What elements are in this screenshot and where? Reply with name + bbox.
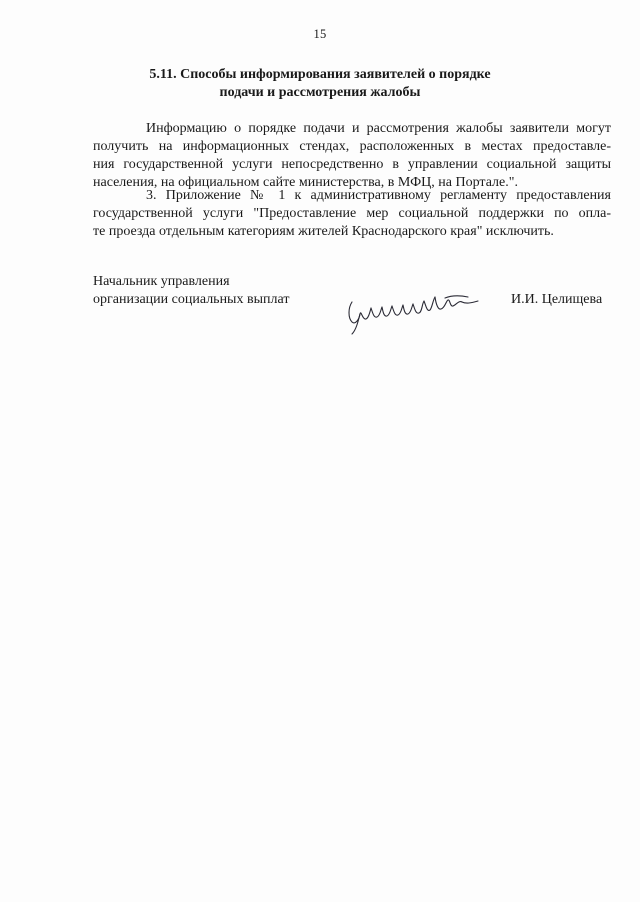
section-heading-line: 5.11. Способы информирования заявителей о порядке: [149, 67, 491, 82]
paragraph-line: 3. Приложение № 1 к административному регламенту предоставления: [146, 188, 611, 203]
paragraph-line: ния государственной услуги непосредственно в управлении социальной защиты: [93, 157, 611, 172]
signatory-position: [93, 273, 289, 309]
paragraph-line: те проезда отдельным категориям жителей Краснодарского края" исключить.: [93, 224, 554, 239]
signatory-position-line: организации социальных выплат: [93, 292, 290, 307]
paragraph-appendix-removal: [93, 187, 611, 241]
paragraph-line: населения, на официальном сайте министерства, в МФЦ, на Портале.".: [93, 175, 518, 190]
paragraph-line: Информацию о порядке подачи и рассмотрения жалобы заявители могут: [146, 121, 611, 136]
page-number: 15: [313, 27, 327, 41]
handwritten-signature: [340, 288, 490, 336]
paragraph-line: получить на информационных стендах, расположенных в местах предоставле-: [93, 139, 611, 154]
section-heading: [130, 66, 510, 102]
signer-name: И.И. Целищева: [511, 292, 603, 307]
paragraph-complaint-info: [93, 120, 611, 192]
section-heading-line: подачи и рассмотрения жалобы: [219, 85, 421, 100]
paragraph-line: государственной услуги "Предоставление мер социальной поддержки по опла-: [93, 206, 611, 221]
signatory-position-line: Начальник управления: [93, 274, 230, 289]
